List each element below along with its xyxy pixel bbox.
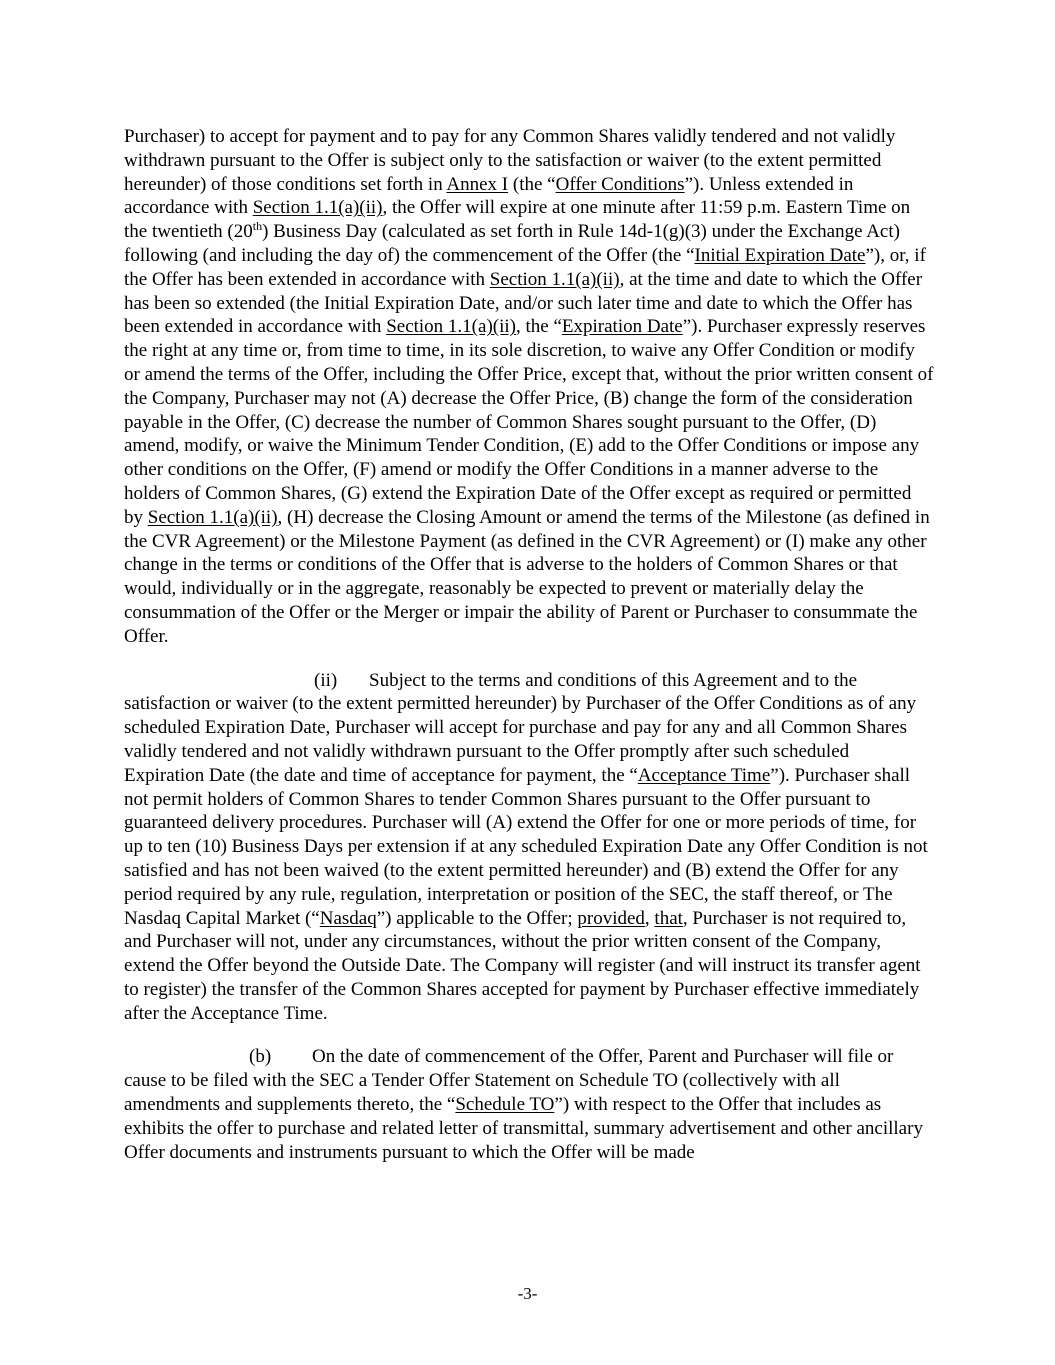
document-page <box>124 125 934 1164</box>
section-reference: Section 1.1(a)(ii) <box>489 268 620 290</box>
text: ”), or, if the Offer has been extended in accordance with <box>124 244 926 290</box>
emphasis-that: that <box>654 907 683 929</box>
text: , at the time and date to which the Offer has been so extended (the Initial Expiration Date, and/or such later time and date to which the Offer has been extended in accordance with <box>124 268 923 338</box>
defined-term-offer-conditions: Offer Conditions <box>555 173 685 195</box>
defined-term-schedule-to: Schedule TO <box>455 1094 555 1116</box>
text: ”). Purchaser shall not permit holders of Common Shares to tender Common Shares pursuant to the Offer pursuant to guaranteed delivery procedures. Purchaser will (A) extend the Offer for one or more periods of time, for up to ten (10) Business Days per extension if at any scheduled Expiration Date any Offer Condition is not satisfied and has not been waived (to the extent permitted hereunder) and (B) extend the Offer for any period required by any rule, regulation, interpretation or position of the SEC, the staff thereof, or The Nasdaq Capital Market (“ <box>124 764 928 929</box>
text: , the Offer will expire at one minute after 11:59 p.m. Eastern Time on the twentieth (20 <box>124 197 911 243</box>
section-reference: Section 1.1(a)(ii) <box>386 316 516 338</box>
page-number: -3- <box>517 1284 538 1303</box>
text: , (H) decrease the Closing Amount or amend the terms of the Milestone (as defined in the CVR Agreement) or the Milestone Payment (as defined in the CVR Agreement) or (I) make any other change in the terms or conditions of the Offer that is adverse to the holders of Common Shares or that would, individually or in the aggregate, reasonably be expected to prevent or materially delay the consummation of the Offer or the Merger or impair the ability of Parent or Purchaser to consummate the Offer. <box>124 506 930 647</box>
text: (the “ <box>508 173 556 195</box>
text: , Purchaser is not required to, and Purchaser will not, under any circumstances, without the prior written consent of the Company, extend the Offer beyond the Outside Date. The Company will register (and will instruct its transfer agent to register) the transfer of the Common Shares accepted for payment by Purchaser effective immediately after the Acceptance Time. <box>124 907 921 1024</box>
annex-i-link: Annex I <box>446 173 509 195</box>
text: ) Business Day (calculated as set forth in Rule 14d-1(g)(3) under the Exchange Act) following (and including the day of) the commencement of the Offer (the “ <box>124 221 900 266</box>
text: , <box>644 907 655 929</box>
paragraph-offer-conditions <box>124 125 934 649</box>
text: ”) with respect to the Offer that includes as exhibits the offer to purchase and related letter of transmittal, summary advertisement and other ancillary Offer documents and instruments pursuant to which the Offer will be made <box>124 1094 923 1163</box>
text: , the “ <box>515 316 562 338</box>
text: On the date of commencement of the Offer, Parent and Purchaser will file or cause to be filed with the SEC a Tender Offer Statement on Schedule TO (collectively with all amendments and supplements thereto, the “ <box>124 1046 894 1116</box>
text: Purchaser) to accept for payment and to pay for any Common Shares validly tendered and not validly withdrawn pursuant to the Offer is subject only to the satisfaction or waiver (to the extent permitted hereunder) of those conditions set forth in <box>124 126 896 195</box>
subsection-label-ii: (ii) <box>314 669 338 691</box>
defined-term-acceptance-time: Acceptance Time <box>637 764 771 786</box>
text: ”). Unless extended in accordance with <box>124 173 854 219</box>
section-reference: Section 1.1(a)(ii) <box>147 506 278 528</box>
ordinal-superscript: th <box>252 219 263 234</box>
defined-term-nasdaq: Nasdaq <box>319 907 377 929</box>
text: ”). Purchaser expressly reserves the right at any time or, from time to time, in its sole discretion, to waive any Offer Condition or modify or amend the terms of the Offer, including the Offer Price, except that, without the prior written consent of the Company, Purchaser may not (A) decrease the Offer Price, (B) change the form of the consideration payable in the Offer, (C) decrease the number of Common Shares sought pursuant to the Offer, (D) amend, modify, or waive the Minimum Tender Condition, (E) add to the Offer Conditions or impose any other conditions on the Offer, (F) amend or modify the Offer Conditions in a manner adverse to the holders of Common Shares, (G) extend the Expiration Date of the Offer except as required or permitted by <box>124 316 934 528</box>
defined-term-initial-expiration-date: Initial Expiration Date <box>694 244 866 266</box>
section-reference: Section 1.1(a)(ii) <box>252 197 383 219</box>
subsection-label-b: (b) <box>249 1046 272 1068</box>
text: Subject to the terms and conditions of this Agreement and to the satisfaction or waiver (to the extent permitted hereunder) by Purchaser of the Offer Conditions as of any scheduled Expiration Date, Purchaser will accept for purchase and pay for any and all Common Shares validly tendered and not validly withdrawn pursuant to the Offer promptly after such scheduled Expiration Date (the date and time of acceptance for payment, the “ <box>124 669 917 786</box>
defined-term-expiration-date: Expiration Date <box>561 316 683 338</box>
paragraph-b-schedule-to <box>124 1045 934 1164</box>
emphasis-provided: provided <box>577 907 645 929</box>
text: ”) applicable to the Offer; <box>376 907 578 929</box>
paragraph-ii-acceptance <box>124 669 934 1026</box>
